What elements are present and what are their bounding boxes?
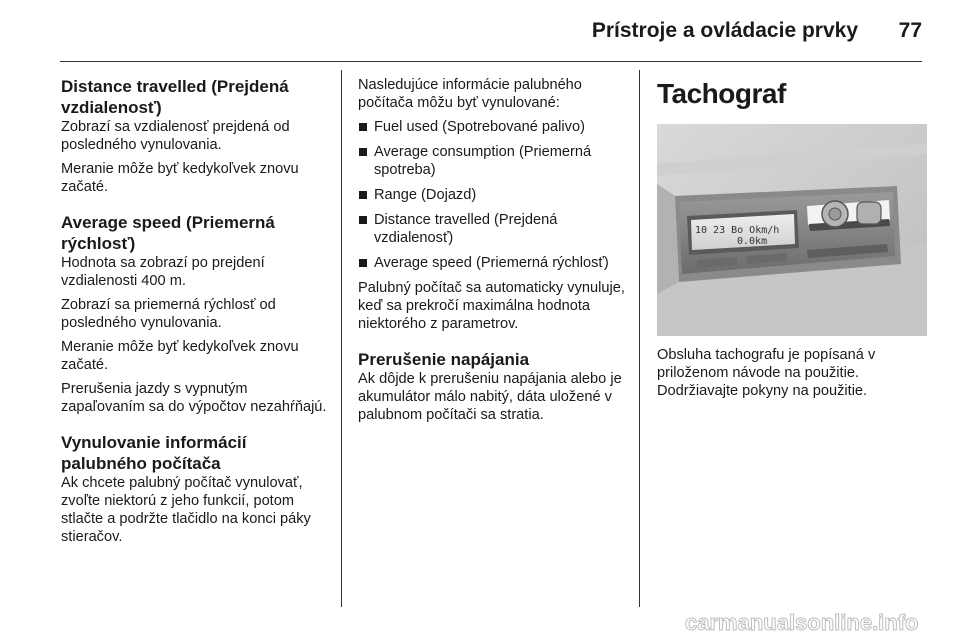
bullet-list xyxy=(358,118,626,272)
bullet-square-icon xyxy=(359,191,367,199)
section-heading: Average speed (Priemerná rýchlosť) xyxy=(61,213,275,253)
bullet-square-icon xyxy=(359,148,367,156)
list-item: Range (Dojazd) xyxy=(358,186,626,204)
paragraph: Meranie môže byť kedykoľvek znovu začaté. xyxy=(61,161,299,195)
paragraph: Nasledujúce informácie palubného počítača môžu byť vynulované: xyxy=(358,77,582,111)
page-title: Prístroje a ovládacie prvky xyxy=(591,19,858,42)
header-rule xyxy=(60,61,922,62)
paragraph: Hodnota sa zobrazí po prejdení vzdialenosti 400 m. xyxy=(61,255,265,289)
list-item: Fuel used (Spotrebované palivo) xyxy=(358,118,626,136)
column-middle xyxy=(358,76,626,430)
page-number: 77 xyxy=(898,19,922,42)
bullet-square-icon xyxy=(359,123,367,131)
tachograph-display-line1: 10 23 Bo Okm/h xyxy=(695,225,780,236)
paragraph: Zobrazí sa vzdialenosť prejdená od posledného vynulovania. xyxy=(61,119,290,153)
tachograph-display-line2: 0.0km xyxy=(737,236,768,247)
watermark xyxy=(685,608,925,638)
paragraph: Meranie môže byť kedykoľvek znovu začaté. xyxy=(61,339,299,373)
paragraph: Obsluha tachografu je popísaná v priloženom návode na použitie. Dodržiavajte pokyny na použitie. xyxy=(657,347,876,399)
column-divider xyxy=(341,70,342,607)
paragraph: Zobrazí sa priemerná rýchlosť od posledného vynulovania. xyxy=(61,297,276,331)
column-divider xyxy=(639,70,640,607)
bullet-square-icon xyxy=(359,216,367,224)
list-item: Average consumption (Priemerná spotreba) xyxy=(358,143,626,179)
paragraph: Ak chcete palubný počítač vynulovať, zvoľte niektorú z jeho funkcií, potom stlačte a podržte tlačidlo na konci páky stieračov. xyxy=(61,475,311,545)
paragraph: Prerušenia jazdy s vypnutým zapaľovaním sa do výpočtov nezahŕňajú. xyxy=(61,381,327,415)
column-left xyxy=(61,76,333,552)
paragraph: Palubný počítač sa automaticky vynuluje, keď sa prekročí maximálna hodnota niektorého z parametrov. xyxy=(358,280,625,332)
bullet-square-icon xyxy=(359,259,367,267)
section-heading: Distance travelled (Prejdená vzdialenosť) xyxy=(61,77,289,117)
section-title: Tachograf xyxy=(657,78,786,109)
section-heading: Prerušenie napájania xyxy=(358,350,530,369)
paragraph: Ak dôjde k prerušeniu napájania alebo je akumulátor málo nabitý, dáta uložené v palubnom počítači sa stratia. xyxy=(358,371,622,423)
tachograph-photo xyxy=(657,124,927,336)
list-item: Average speed (Priemerná rýchlosť) xyxy=(358,254,626,272)
svg-text:carmanualsonline.info: carmanualsonline.info xyxy=(685,610,919,635)
list-item: Distance travelled (Prejdená vzdialenosť) xyxy=(358,211,626,247)
section-heading: Vynulovanie informácií palubného počítača xyxy=(61,433,247,473)
